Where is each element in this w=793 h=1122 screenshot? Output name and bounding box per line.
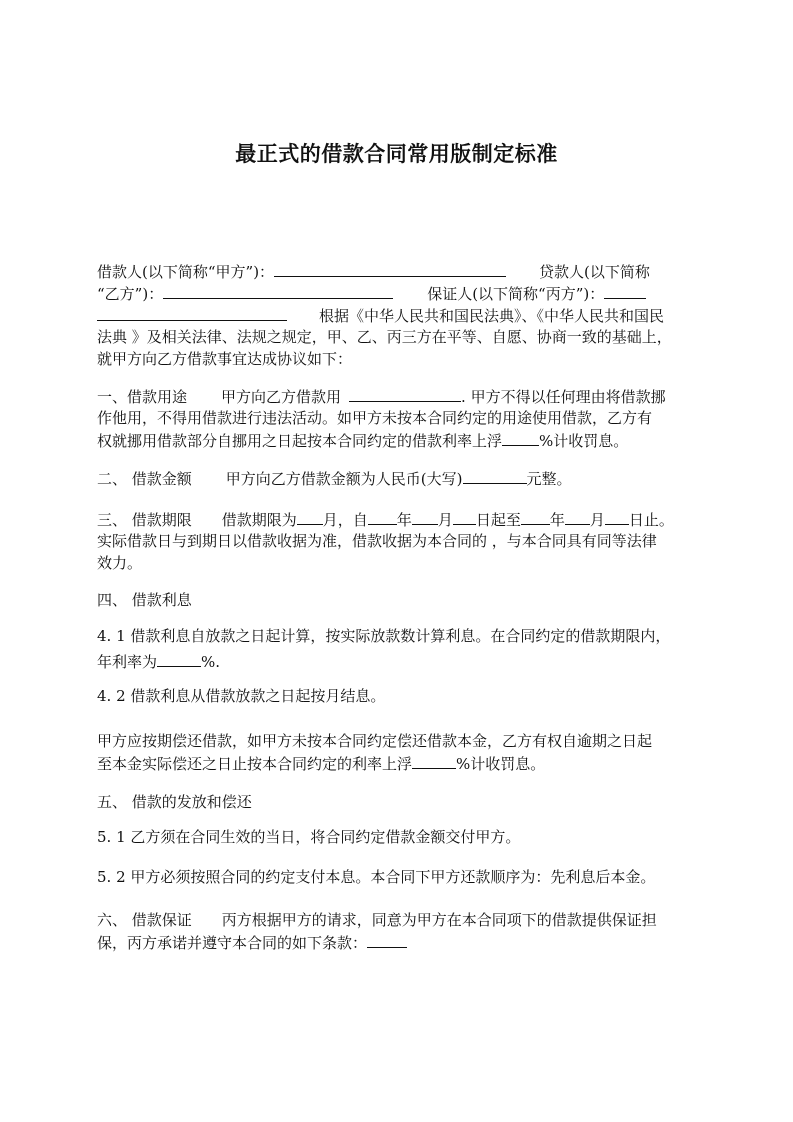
clause-text: 年: [549, 511, 565, 529]
term-months-blank[interactable]: [297, 508, 323, 525]
clause-text: 月，自: [322, 511, 368, 529]
preamble-text-line: 根据《中华人民共和国民法典》、《中华人民共和国民: [319, 307, 665, 325]
lender-blank[interactable]: [163, 282, 393, 299]
clause-text: 实际借款日与到期日以借款收据为准，借款收据为本合同的 ，与本合同具有同等法律: [97, 532, 657, 550]
clause-text: 月: [437, 511, 453, 529]
clause-text: 权就挪用借款部分自挪用之日起按本合同约定的借款利率上浮: [97, 432, 503, 450]
clause-text: 甲方向乙方借款金额为人民币(大写): [225, 470, 463, 488]
overdue-rate-blank[interactable]: [412, 752, 456, 769]
preamble-text-line: 就甲方向乙方借款事宜达成协议如下：: [97, 350, 353, 368]
clause-text: 5. 2 甲方必须按照合同的约定支付本息。本合同下甲方还款顺序为：先利息后本金。: [97, 868, 656, 886]
clause-text: 年利率为: [97, 653, 158, 671]
guarantor-blank-a[interactable]: [604, 282, 646, 299]
section-loan-term: [97, 508, 697, 574]
preamble-paragraph: [97, 260, 697, 370]
penalty-rate-blank[interactable]: [502, 429, 539, 446]
borrower-label: 借款人(以下简称“甲方”)：: [97, 263, 275, 281]
end-day-blank[interactable]: [605, 508, 629, 525]
guarantor-label: 保证人(以下简称“丙方”)：: [427, 285, 605, 303]
section-heading-repayment: [97, 791, 697, 813]
end-year-blank[interactable]: [521, 508, 550, 525]
lender-label-cont: “乙方”)：: [97, 285, 164, 303]
start-month-blank[interactable]: [412, 508, 438, 525]
clause-text: 4. 2 借款利息从借款放款之日起按月结息。: [97, 687, 386, 705]
clause-text: 效力。: [97, 554, 143, 572]
clause-5-1: [97, 826, 697, 848]
section-loan-purpose: [97, 385, 697, 451]
clause-text: 元整。: [526, 470, 572, 488]
clause-4-2: [97, 685, 697, 707]
section-heading: 四、 借款利息: [97, 591, 192, 609]
start-year-blank[interactable]: [368, 508, 397, 525]
clause-text: 年: [396, 511, 412, 529]
clause-text: 日止。: [628, 511, 674, 529]
clause-text: %计收罚息。: [539, 432, 629, 450]
section-heading: 二、 借款金额: [97, 470, 192, 488]
clause-overdue: [97, 730, 697, 774]
clause-5-2: [97, 866, 697, 888]
section-guarantee: [97, 909, 697, 953]
document-title: 最正式的借款合同常用版制定标准: [235, 142, 558, 166]
section-heading-interest: [97, 589, 697, 611]
clause-text: 丙方根据甲方的请求，同意为甲方在本合同项下的借款提供保证担: [221, 911, 657, 929]
guarantor-blank-b[interactable]: [97, 304, 287, 321]
guarantee-terms-blank[interactable]: [367, 931, 407, 948]
clause-text: %计收罚息。: [456, 755, 546, 773]
clause-4-1: [97, 623, 697, 675]
clause-text: 月: [589, 511, 605, 529]
clause-text: 作他用，不得用借款进行违法活动。如甲方未按本合同约定的用途使用借款，乙方有: [97, 409, 653, 427]
clause-text: %.: [201, 653, 221, 671]
clause-text: . 甲方不得以任何理由将借款挪: [461, 388, 666, 406]
clause-text: 5. 1 乙方须在合同生效的当日，将合同约定借款金额交付甲方。: [97, 828, 521, 846]
start-day-blank[interactable]: [453, 508, 476, 525]
clause-text: 甲方应按期偿还借款，如甲方未按本合同约定偿还借款本金，乙方有权自逾期之日起: [97, 732, 653, 750]
section-heading: 五、 借款的发放和偿还: [97, 793, 252, 811]
purpose-blank[interactable]: [349, 385, 461, 402]
annual-rate-blank[interactable]: [157, 650, 201, 667]
clause-text: 至本金实际偿还之日止按本合同约定的利率上浮: [97, 755, 413, 773]
amount-blank[interactable]: [463, 467, 527, 484]
lender-label: 贷款人(以下简称: [539, 263, 650, 281]
borrower-blank[interactable]: [274, 260, 506, 277]
clause-text: 借款期限为: [221, 511, 297, 529]
section-heading: 三、 借款期限: [97, 511, 192, 529]
section-loan-amount: [97, 467, 697, 489]
section-heading: 一、借款用途: [97, 388, 188, 406]
end-month-blank[interactable]: [565, 508, 590, 525]
section-heading: 六、 借款保证: [97, 911, 192, 929]
clause-text: 甲方向乙方借款用: [221, 388, 342, 406]
clause-text: 4. 1 借款利息自放款之日起计算，按实际放款数计算利息。在合同约定的借款期限内，: [97, 627, 671, 645]
clause-text: 保，丙方承诺并遵守本合同的如下条款：: [97, 934, 368, 952]
clause-text: 日起至: [475, 511, 521, 529]
preamble-text-line: 法典 》及相关法律、法规之规定，甲、乙、丙三方在平等、自愿、协商一致的基础上，: [97, 328, 672, 346]
